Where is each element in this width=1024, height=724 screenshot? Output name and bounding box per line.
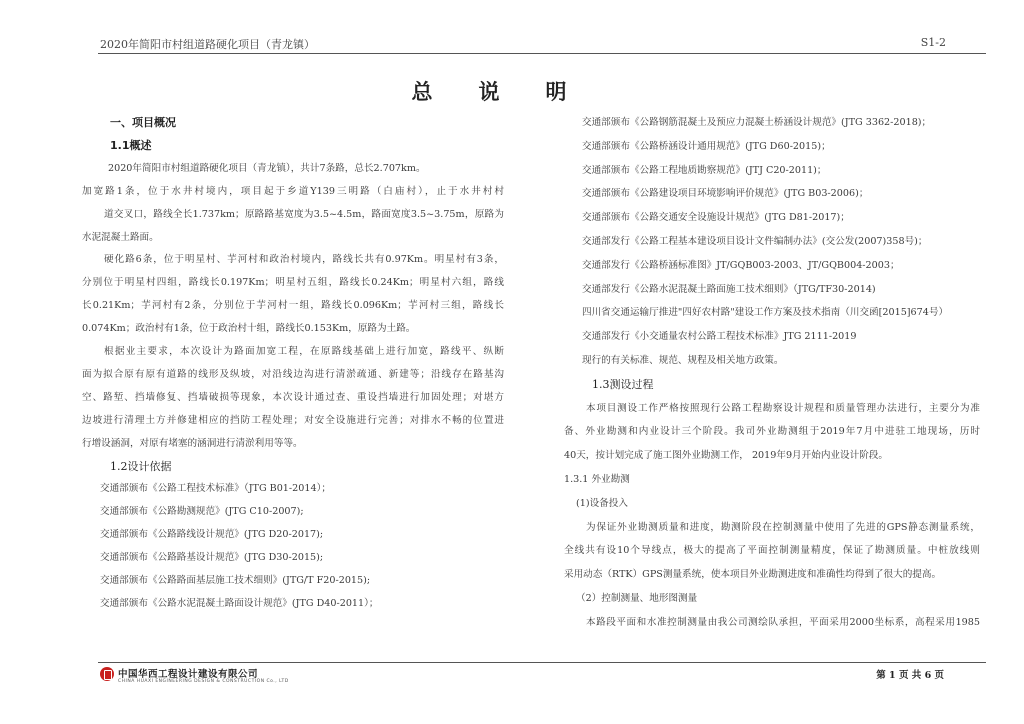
footer-rule [98,662,986,663]
document-title: 总说明 [411,80,613,104]
paragraph-line: 硬化路6条，位于明星村、芋河村和政治村境内，路线长共有0.97Km。明星村有3条， [104,254,504,266]
company-name-en: CHINA HUAXI ENGINEERING DESIGN & CONSTRUCTION Co., LTD [118,679,289,684]
paragraph-line: 边坡进行清理土方并修建相应的挡防工程处理；对安全设施进行完善；对排水不畅的位置进 [82,414,504,426]
sub-subsection-heading: 1.3.1 外业勘测 [564,474,630,485]
paragraph-line: 全线共有设10个导线点，极大的提高了平面控制测量精度，保证了勘测质量。中桩放线则 [564,545,980,557]
reference-item: 交通部发行《公路工程基本建设项目设计文件编制办法》(交公发(2007)358号)； [582,236,928,247]
reference-item: 现行的有关标准、规范、规程及相关地方政策。 [582,355,784,366]
reference-item: 交通部颁布《公路路线设计规范》(JTG D20-2017); [100,529,324,541]
reference-item: 交通部发行《公路桥涵标准图》JT/GQB003-2003、JT/GQB004-2003； [582,259,900,271]
subsection-heading: 1.1概述 [110,138,152,152]
reference-item: 交通部颁布《公路工程技术标准》（JTG B01-2014）； [100,483,331,495]
reference-item: 交通部颁布《公路路基设计规范》(JTG D30-2015); [100,552,324,564]
paragraph-line: 水泥混凝土路面。 [82,231,159,243]
paragraph-line: 备、外业勘测和内业设计三个阶段。我司外业勘测组于2019年7月中进驻工地现场，历时 [564,426,980,438]
paragraph-line: 为保证外业勘测质量和进度，勘测阶段在控制测量中使用了先进的GPS静态测量系统， [586,521,980,533]
paragraph-line: 行增设涵洞，对原有堵塞的涵洞进行清淤利用等等。 [82,437,303,449]
reference-item: 交通部发行《小交通量农村公路工程技术标准》JTG 2111-2019 [582,331,857,343]
paragraph-line: 分别位于明星村四组，路线长0.197Km；明星村五组，路线长0.24Km；明星村六组，路线 [82,277,504,289]
header-rule [98,53,986,54]
reference-item: 交通部颁布《公路桥涵设计通用规范》(JTG D60-2015)； [582,140,831,152]
reference-item: 交通部颁布《公路建设项目环境影响评价规范》(JTG B03-2006)； [582,188,869,200]
reference-item: 交通部颁布《公路路面基层施工技术细则》(JTG/T F20-2015); [100,575,371,586]
paragraph-line: 本路段平面和水准控制测量由我公司测绘队承担，平面采用2000坐标系，高程采用1985 [586,616,980,628]
reference-item: 交通部颁布《公路钢筋混凝土及预应力混凝土桥涵设计规范》(JTG 3362-2018)； [582,117,932,128]
subsection-heading: 1.2设计依据 [110,459,172,473]
paragraph-line: 道交叉口，路线全长1.737km；原路路基宽度为3.5~4.5m，路面宽度3.5~3.75m，原路为 [104,208,504,220]
company-logo-icon [100,667,114,681]
reference-item: 交通部发行《公路水泥混凝土路面施工技术细则》（JTG/TF30-2014) [582,283,876,295]
subsection-heading: 1.3测设过程 [592,377,654,391]
reference-item: 四川省交通运输厅推进"四好农村路"建设工作方案及技术指南（川交函[2015]674号） [582,307,949,319]
company-name-cn: 中国华西工程设计建设有限公司 [118,669,259,680]
paragraph-line: 40天，按计划完成了施工图外业勘测工作， 2019年9月开始内业设计阶段。 [564,450,888,462]
paragraph-line: 根据业主要求，本次设计为路面加宽工程，在原路线基础上进行加宽，路线平、纵断 [104,346,504,357]
header-project-title: 2020年简阳市村组道路硬化项目（青龙镇） [100,38,315,51]
paragraph-line: 0.074Km；政治村有1条，位于政治村十组，路线长0.153Km，原路为土路。 [82,323,416,335]
paragraph-line: （2）控制测量、地形图测量 [576,593,698,604]
page-number: 第 1 页 共 6 页 [876,670,944,681]
paragraph-line: (1)设备投入 [576,497,628,509]
paragraph-line: 面为拟合原有原有道路的线形及纵坡，对沿线边沟进行清淤疏通、新建等；沿线存在路基沟 [82,368,504,380]
reference-item: 交通部颁布《公路交通安全设施设计规范》(JTG D81-2017)； [582,212,850,224]
header-drawing-number: S1-2 [920,36,946,49]
reference-item: 交通部颁布《公路水泥混凝土路面设计规范》(JTG D40-2011）； [100,597,379,609]
reference-item: 交通部颁布《公路勘测规范》(JTG C10-2007); [100,506,304,518]
paragraph-line: 空、路堑、挡墙修复、挡墙破损等现象，本次设计通过查、重设挡墙进行加固处理；对堪方 [82,391,504,403]
section-heading: 一、项目概况 [110,116,176,129]
paragraph-line: 2020年简阳市村组道路硬化项目（青龙镇），共计7条路，总长2.707km。 [108,162,426,174]
reference-item: 交通部颁布《公路工程地质勘察规范》(JTJ C20-2011)； [582,164,827,176]
paragraph-line: 长0.21Km；芋河村有2条，分别位于芋河村一组，路线长0.096Km；芋河村三组，路线长 [82,300,504,312]
paragraph-line: 加宽路1条，位于水井村境内，项目起于乡道Y139三明路（白庙村），止于水井村村 [82,185,504,197]
paragraph-line: 采用动态（RTK）GPS测量系统，使本项目外业勘测进度和准确性均得到了很大的提高。 [564,569,942,581]
paragraph-line: 本项目测设工作严格按照现行公路工程勘察设计规程和质量管理办法进行，主要分为准 [586,402,980,414]
